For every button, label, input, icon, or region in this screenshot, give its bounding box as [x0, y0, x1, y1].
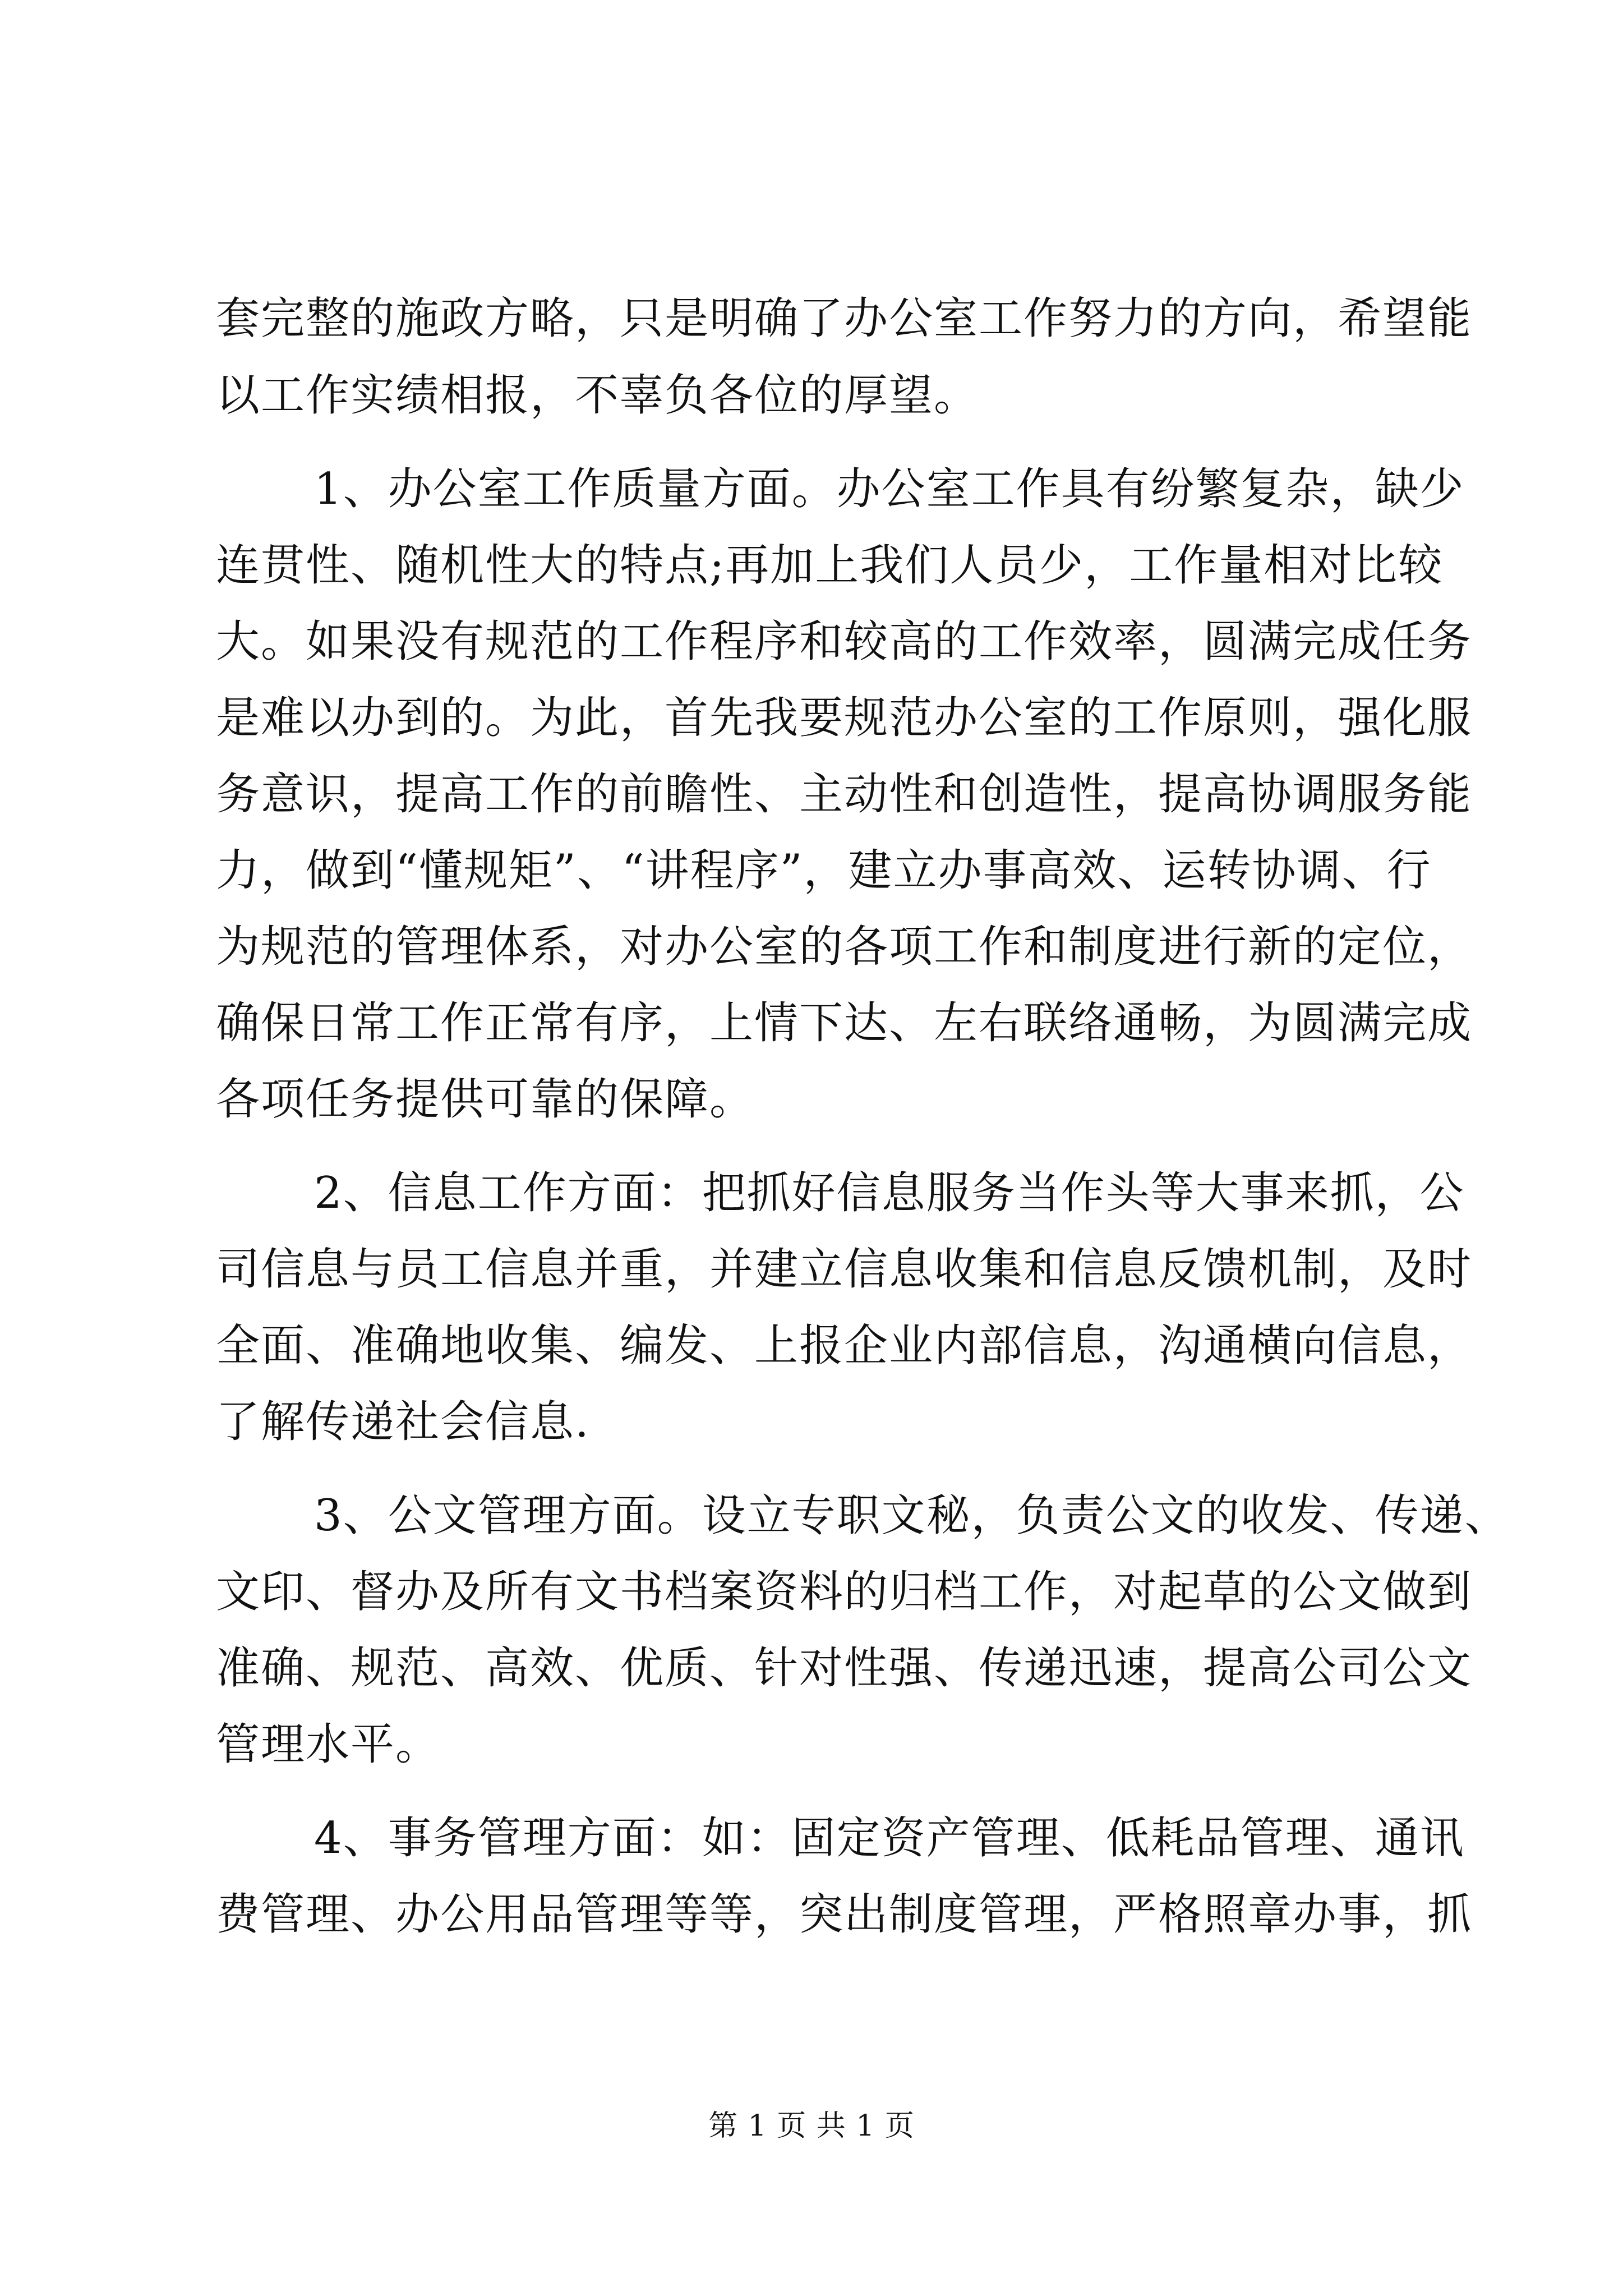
- body-line: 连贯性、随机性大的特点;再加上我们人员少，工作量相对比较: [216, 540, 1444, 591]
- paragraph-1-first-line: 1、办公室工作质量方面。办公室工作具有纷繁复杂，缺少: [314, 464, 1465, 514]
- body-line: 管理水平。: [216, 1719, 441, 1770]
- body-line: 准确、规范、高效、优质、针对性强、传递迅速，提高公司公文: [216, 1643, 1473, 1694]
- paragraph-3-first-line: 3、公文管理方面。设立专职文秘，负责公文的收发、传递、: [314, 1490, 1510, 1541]
- body-line: 了解传递社会信息.: [216, 1397, 590, 1447]
- body-line: 是难以办到的。为此，首先我要规范办公室的工作原则，强化服: [216, 693, 1473, 743]
- body-line: 司信息与员工信息并重，并建立信息收集和信息反馈机制，及时: [216, 1244, 1473, 1295]
- body-line: 费管理、办公用品管理等等，突出制度管理，严格照章办事，抓: [216, 1889, 1473, 1940]
- paragraph-4-first-line: 4、事务管理方面：如：固定资产管理、低耗品管理、通讯: [314, 1813, 1465, 1864]
- body-line: 套完整的施政方略，只是明确了办公室工作努力的方向，希望能: [216, 293, 1473, 344]
- body-line: 各项任务提供可靠的保障。: [216, 1074, 755, 1125]
- paragraph-2-first-line: 2、信息工作方面：把抓好信息服务当作头等大事来抓，公: [314, 1168, 1465, 1218]
- body-line: 文印、督办及所有文书档案资料的归档工作，对起草的公文做到: [216, 1567, 1473, 1617]
- body-line: 力，做到“懂规矩”、“讲程序”，建立办事高效、运转协调、行: [216, 845, 1432, 896]
- body-line: 务意识，提高工作的前瞻性、主动性和创造性，提高协调服务能: [216, 769, 1473, 820]
- body-line: 为规范的管理体系，对办公室的各项工作和制度进行新的定位，: [216, 922, 1473, 972]
- body-line: 大。如果没有规范的工作程序和较高的工作效率，圆满完成任务: [216, 616, 1473, 667]
- page-footer: 第 1 页 共 1 页: [708, 2109, 915, 2143]
- body-line: 以工作实绩相报，不辜负各位的厚望。: [216, 370, 979, 421]
- body-line: 全面、准确地收集、编发、上报企业内部信息，沟通横向信息，: [216, 1320, 1473, 1371]
- body-line: 确保日常工作正常有序，上情下达、左右联络通畅，为圆满完成: [216, 998, 1473, 1048]
